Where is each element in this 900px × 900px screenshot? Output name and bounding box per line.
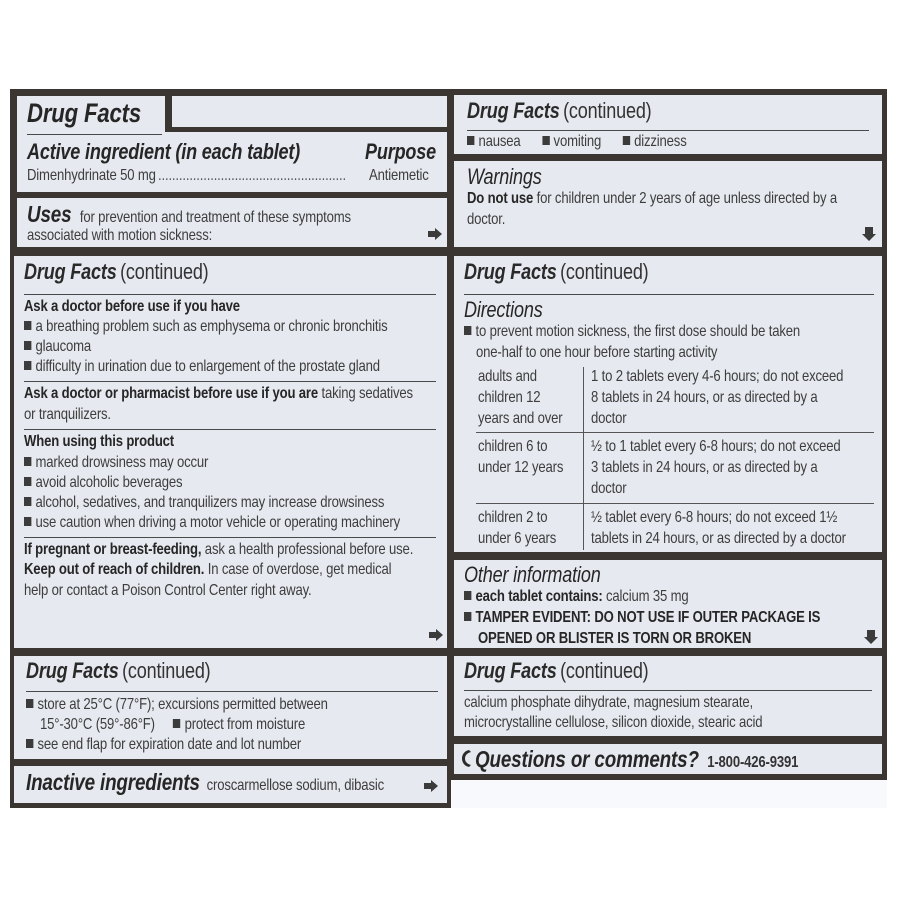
bullet-icon (467, 136, 474, 145)
continued-label: (continued) (560, 658, 649, 683)
continued-label: (continued) (122, 658, 211, 683)
bullet-icon (542, 136, 549, 145)
dose-cell: 3 tablets in 24 hours, or as directed by a (591, 459, 818, 476)
directions-intro-line2: one-half to one hour before starting activity (476, 344, 718, 361)
header-divider (467, 130, 869, 131)
drug-facts-title: Drug Facts (467, 98, 560, 123)
warnings-continued-panel (14, 256, 447, 648)
section-divider (24, 381, 436, 382)
dose-cell: 1 to 2 tablets every 4-6 hours; do not exceed (591, 368, 844, 385)
questions-panel (454, 744, 882, 774)
tamper-evident-line1: TAMPER EVIDENT: DO NOT USE IF OUTER PACKAGE IS (464, 609, 820, 627)
arrow-right-icon (424, 780, 438, 792)
arrow-right-icon (428, 228, 442, 240)
bullet-icon (26, 739, 33, 748)
inactive-ingredients-line1: calcium phosphate dihydrate, magnesium stearate, (464, 694, 753, 711)
header-divider (464, 294, 874, 295)
when-using-item: marked drowsiness may occur (24, 454, 208, 472)
header-divider (24, 294, 436, 295)
continued-label: (continued) (120, 259, 209, 284)
age-cell: children 6 to (478, 438, 548, 455)
when-using-item: use caution when driving a motor vehicle or operating machinery (24, 514, 400, 532)
age-cell: years and over (478, 410, 563, 427)
bullet-icon (24, 497, 31, 506)
panel-header (26, 658, 211, 684)
storage-line1: store at 25°C (77°F); excursions permitted between (26, 696, 328, 714)
dose-cell: doctor (591, 480, 627, 497)
keep-out-line2: help or contact a Poison Control Center right away. (24, 582, 312, 599)
other-info-item: each tablet contains: calcium 35 mg (464, 588, 688, 606)
drug-facts-title: Drug Facts (24, 259, 117, 284)
inactive-continued-panel (454, 656, 882, 736)
other-information-panel (454, 560, 882, 648)
table-row-divider (476, 503, 874, 504)
arrow-right-icon (429, 629, 443, 641)
bullet-icon (623, 136, 630, 145)
storage-line2: 15°-30°C (59°-86°F) protect from moisture (40, 716, 306, 733)
bullet-icon (464, 326, 471, 335)
age-cell: under 6 years (478, 530, 557, 547)
when-using-item: avoid alcoholic beverages (24, 474, 182, 492)
ask-doctor-heading: Ask a doctor before use if you have (24, 298, 240, 315)
drug-facts-title: Drug Facts (464, 658, 557, 683)
age-cell: under 12 years (478, 459, 564, 476)
directions-intro-line1: to prevent motion sickness, the first dose should be taken (464, 323, 800, 341)
continued-label: (continued) (560, 259, 649, 284)
active-ingredient-heading: Active ingredient (in each tablet) (27, 139, 301, 164)
section-divider (24, 429, 436, 430)
active-ingredient-name: Dimenhydrinate 50 mg (27, 167, 156, 184)
header-divider (464, 690, 872, 691)
drug-facts-title: Drug Facts (464, 259, 557, 284)
bullet-icon (26, 699, 33, 708)
pregnant-line: If pregnant or breast-feeding, ask a health professional before use. (24, 541, 414, 558)
arrow-down-icon (862, 227, 876, 241)
bullet-icon (24, 341, 31, 350)
age-cell: children 12 (478, 389, 541, 406)
panel-header (24, 259, 209, 285)
table-column-divider (583, 367, 584, 550)
dose-cell: ½ to 1 tablet every 6-8 hours; do not exceed (591, 438, 841, 455)
inactive-ingredients-text: croscarmellose sodium, dibasic (206, 777, 384, 794)
panel-header (464, 658, 649, 684)
do-not-use-text: for children under 2 years of age unless directed by a (536, 190, 838, 207)
do-not-use-line2: doctor. (467, 211, 506, 228)
when-using-item: alcohol, sedatives, and tranquilizers may increase drowsiness (24, 494, 384, 512)
ask-pharmacist-line2: or tranquilizers. (24, 406, 111, 423)
symptom-item: dizziness (623, 133, 687, 150)
ask-doctor-item: difficulty in urination due to enlargement of the prostate gland (24, 358, 380, 376)
uses-line2: associated with motion sickness: (27, 227, 213, 244)
title-divider (27, 134, 162, 135)
uses-heading: Uses (27, 201, 72, 227)
blank-area (451, 780, 887, 808)
inactive-ingredients-heading: Inactive ingredients (26, 769, 200, 795)
active-ingredient-panel (17, 96, 447, 192)
do-not-use-label: Do not use (467, 190, 534, 207)
questions-line (475, 746, 798, 773)
bullet-icon (24, 361, 31, 370)
phone-number[interactable]: 1-800-426-9391 (707, 754, 799, 771)
panel-header (464, 259, 649, 285)
dose-cell: 8 tablets in 24 hours, or as directed by a (591, 389, 818, 406)
age-cell: children 2 to (478, 509, 548, 526)
directions-heading: Directions (464, 297, 543, 322)
bullet-icon (24, 517, 31, 526)
symptom-item: nausea (467, 133, 521, 150)
bullet-icon (24, 477, 31, 486)
ask-pharmacist-label: Ask a doctor or pharmacist before use if you are (24, 385, 318, 402)
bullet-icon (464, 612, 471, 621)
ask-pharmacist-line1: Ask a doctor or pharmacist before use if you are taking sedatives (24, 385, 413, 402)
questions-heading: Questions or comments? (475, 746, 699, 772)
bullet-icon (24, 321, 31, 330)
uses-panel (17, 198, 447, 247)
dose-cell: tablets in 24 hours, or as directed by a doctor (591, 530, 846, 547)
panel-header (467, 98, 652, 124)
ask-doctor-item: glaucoma (24, 338, 91, 356)
age-cell: adults and (478, 368, 537, 385)
purpose-heading: Purpose (365, 139, 437, 164)
uses-text: for prevention and treatment of these symptoms (79, 209, 351, 226)
table-row-divider (476, 432, 874, 433)
purpose-value: Antiemetic (369, 167, 429, 184)
inactive-line (26, 769, 384, 796)
uses-line1 (27, 201, 351, 228)
expiration-line: see end flap for expiration date and lot number (26, 736, 301, 754)
ask-doctor-item: a breathing problem such as emphysema or chronic bronchitis (24, 318, 388, 336)
header-divider (26, 691, 438, 692)
symptom-item: vomiting (542, 133, 601, 150)
continued-label: (continued) (563, 98, 652, 123)
warnings-heading: Warnings (467, 164, 542, 189)
phone-icon (462, 750, 471, 767)
other-information-heading: Other information (464, 562, 601, 587)
inactive-ingredients-line2: microcrystalline cellulose, silicon dioxide, stearic acid (464, 714, 763, 731)
tamper-evident-line2: OPENED OR BLISTER IS TORN OR BROKEN (478, 630, 752, 647)
storage-panel (14, 656, 447, 759)
arrow-down-icon (864, 630, 878, 644)
directions-panel (454, 256, 882, 552)
inactive-ingredients-panel (14, 766, 447, 803)
bullet-icon (24, 457, 31, 466)
when-using-heading: When using this product (24, 433, 175, 450)
leader-dots: ...................................................... (158, 167, 346, 184)
symptom-list (467, 133, 687, 151)
drug-facts-title: Drug Facts (27, 98, 142, 128)
bullet-icon (173, 719, 180, 728)
do-not-use-line1 (467, 190, 837, 208)
drug-facts-title: Drug Facts (26, 658, 119, 683)
dose-cell: doctor (591, 410, 627, 427)
warnings-panel (454, 161, 882, 247)
dose-cell: ½ tablet every 6-8 hours; do not exceed 1½ (591, 509, 838, 526)
keep-out-line1: Keep out of reach of children. In case of overdose, get medical (24, 561, 392, 578)
symptoms-panel (454, 95, 882, 154)
section-divider (24, 537, 436, 538)
bullet-icon (464, 591, 471, 600)
